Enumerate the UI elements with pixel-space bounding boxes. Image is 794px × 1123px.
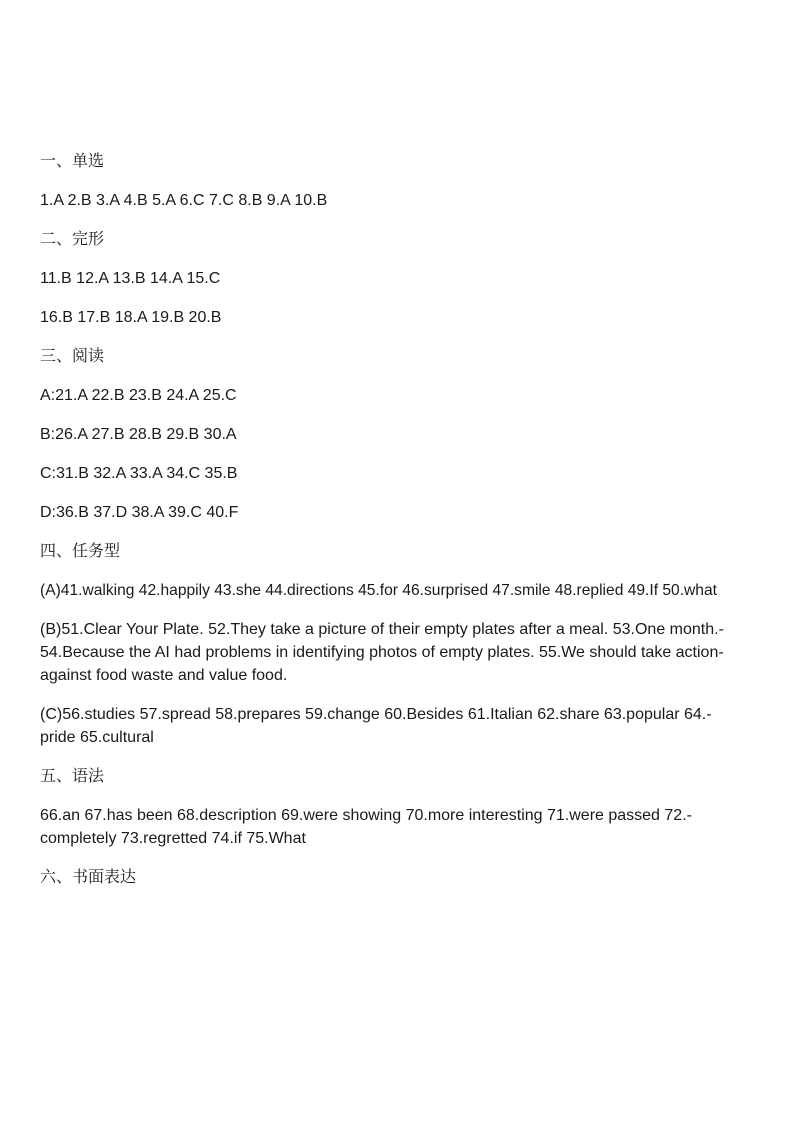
section-1-title: 一、单选 bbox=[40, 153, 105, 170]
section-4-part-b-line-2: 54.Because the AI had problems in identifying photos of empty plates. 55.We should take action- bbox=[40, 644, 724, 661]
section-4-part-c bbox=[40, 703, 764, 749]
section-5-answers-line-1: 66.an 67.has been 68.description 69.were showing 70.more interesting 71.were passed 72.- bbox=[40, 807, 692, 824]
section-2-answers-line-2: 16.B 17.B 18.A 19.B 20.B bbox=[40, 309, 222, 326]
section-1-answers: 1.A 2.B 3.A 4.B 5.A 6.C 7.C 8.B 9.A 10.B bbox=[40, 192, 328, 209]
section-4-part-b bbox=[40, 618, 764, 687]
section-6-title: 六、书面表达 bbox=[40, 869, 137, 886]
section-3-passage-b: B:26.A 27.B 28.B 29.B 30.A bbox=[40, 426, 237, 443]
answer-key-page bbox=[40, 150, 764, 905]
section-5-title: 五、语法 bbox=[40, 768, 105, 785]
section-2-title: 二、完形 bbox=[40, 231, 105, 248]
section-4-title: 四、任务型 bbox=[40, 543, 121, 560]
section-3-passage-a: A:21.A 22.B 23.B 24.A 25.C bbox=[40, 387, 237, 404]
section-3-title: 三、阅读 bbox=[40, 348, 105, 365]
section-4-part-b-line-3: against food waste and value food. bbox=[40, 667, 288, 684]
section-5-answers-line-2: completely 73.regretted 74.if 75.What bbox=[40, 830, 306, 847]
section-4-part-a: (A)41.walking 42.happily 43.she 44.directions 45.for 46.surprised 47.smile 48.replied 49.If 50.what bbox=[40, 582, 717, 599]
section-5-answers bbox=[40, 804, 764, 850]
section-2-answers-line-1: 11.B 12.A 13.B 14.A 15.C bbox=[40, 270, 221, 287]
section-4-part-c-line-2: pride 65.cultural bbox=[40, 729, 154, 746]
section-3-passage-d: D:36.B 37.D 38.A 39.C 40.F bbox=[40, 504, 239, 521]
section-4-part-c-line-1: (C)56.studies 57.spread 58.prepares 59.change 60.Besides 61.Italian 62.share 63.popular 64.- bbox=[40, 706, 712, 723]
section-3-passage-c: C:31.B 32.A 33.A 34.C 35.B bbox=[40, 465, 238, 482]
section-4-part-b-line-1: (B)51.Clear Your Plate. 52.They take a picture of their empty plates after a meal. 53.One month.- bbox=[40, 621, 724, 638]
